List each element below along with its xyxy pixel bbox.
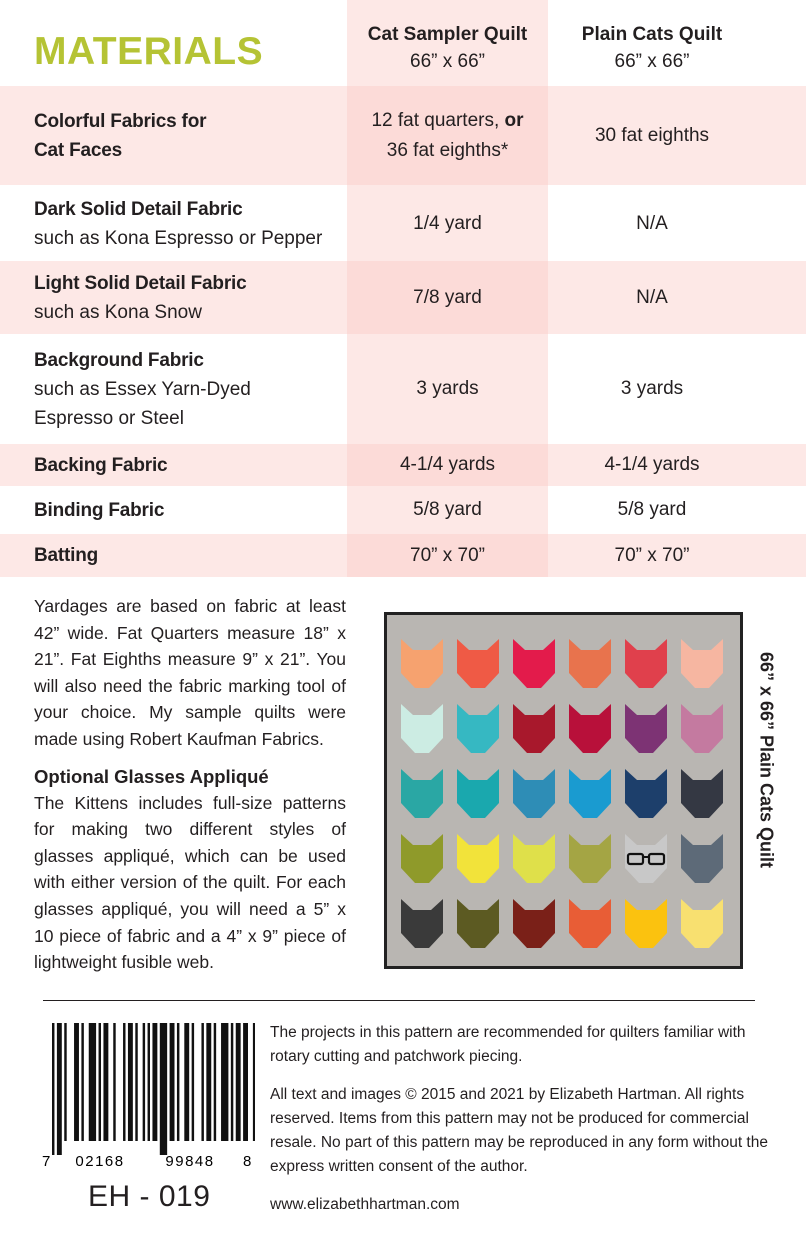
cat-block xyxy=(569,639,611,688)
row-label xyxy=(34,86,344,185)
cat-block xyxy=(681,639,723,688)
barcode-bar xyxy=(152,1023,157,1141)
cat-block xyxy=(569,899,611,948)
barcode-bar xyxy=(123,1023,125,1141)
cat-block xyxy=(625,704,667,753)
barcode-bar xyxy=(52,1023,54,1155)
barcode-bar xyxy=(89,1023,96,1141)
sampler-value xyxy=(347,86,548,185)
optional-glasses-title: Optional Glasses Appliqué xyxy=(34,765,269,787)
table-row xyxy=(0,261,806,334)
barcode-bar xyxy=(184,1023,189,1141)
barcode-digit-end: 8 xyxy=(243,1153,252,1168)
barcode-bar xyxy=(99,1023,101,1141)
barcode-bar xyxy=(64,1023,66,1141)
copyright-text xyxy=(270,1083,770,1179)
row-label-sub: such as Kona Snow xyxy=(34,301,202,323)
table-row xyxy=(0,86,806,185)
sampler-value-text: 5/8 yard xyxy=(413,499,482,520)
row-label xyxy=(34,261,344,334)
row-label-sub: such as Kona Espresso or Pepper xyxy=(34,228,323,249)
sampler-value-text: 3 yards xyxy=(416,378,479,399)
cat-block xyxy=(569,704,611,753)
cat-block xyxy=(401,704,443,753)
cat-block xyxy=(513,704,555,753)
table-row xyxy=(0,444,806,486)
cat-block xyxy=(681,704,723,753)
barcode-bar xyxy=(148,1023,150,1141)
sampler-value-text: 70” x 70” xyxy=(410,544,485,566)
plain-value xyxy=(548,336,756,442)
yardage-note: Yardages are based on fabric at least 42” wide. Fat Quarters measure 18” x 21”. Fat Eighths measure 9” x 21”. You will also need the fabric marking tool of your choice. My sample quilts were made using Robert Kaufman Fabrics. xyxy=(34,596,346,749)
row-label-sub: Espresso or Steel xyxy=(34,407,184,429)
barcode-bar xyxy=(170,1023,175,1141)
materials-title: MATERIALS xyxy=(34,30,264,73)
row-label-bold: Light Solid Detail Fabric xyxy=(34,272,247,294)
cat-block xyxy=(457,834,499,883)
website-text xyxy=(270,1193,770,1217)
row-label xyxy=(34,444,344,486)
barcode-bar xyxy=(231,1023,233,1141)
plain-value-text: 70” x 70” xyxy=(614,544,690,566)
header-plain xyxy=(548,18,756,78)
row-label-line1: Colorful Fabrics for xyxy=(34,110,207,132)
plain-value-text: 3 yards xyxy=(620,378,684,399)
footer-divider xyxy=(43,1000,755,1001)
sampler-value xyxy=(347,534,548,577)
header-sampler-size: 66” x 66” xyxy=(410,51,485,72)
row-label xyxy=(34,534,344,577)
barcode-bar xyxy=(221,1023,228,1141)
cat-block xyxy=(625,834,667,883)
sampler-value xyxy=(347,261,548,334)
table-row xyxy=(0,187,806,261)
cat-block xyxy=(401,834,443,883)
cat-block xyxy=(457,639,499,688)
barcode-digits-right: 99848 xyxy=(165,1153,215,1168)
barcode-bar xyxy=(103,1023,108,1141)
barcode-bar xyxy=(201,1023,203,1141)
barcode-bar xyxy=(214,1023,216,1141)
row-label-sub: such as Essex Yarn-Dyed xyxy=(34,378,251,400)
barcode-bar xyxy=(81,1023,83,1141)
sampler-value-text: 1/4 yard xyxy=(413,213,482,234)
cat-block xyxy=(569,834,611,883)
barcode-bar xyxy=(177,1023,179,1141)
cat-block xyxy=(513,834,555,883)
table-row xyxy=(0,488,806,532)
table-header xyxy=(0,18,806,78)
sampler-value xyxy=(347,336,548,442)
header-sampler-name: Cat Sampler Quilt xyxy=(367,24,528,45)
sampler-value-part1: 12 fat quarters, xyxy=(371,109,505,131)
cat-block xyxy=(401,769,443,818)
table-row xyxy=(0,534,806,577)
quilt-caption xyxy=(748,640,784,880)
recommendation-paragraph: The projects in this pattern are recommended for quilters familiar with rotary cutting and patchwork piecing. xyxy=(270,1024,746,1065)
barcode-bar xyxy=(236,1023,241,1141)
sampler-value-text: 7/8 yard xyxy=(413,286,482,308)
row-label-bold: Dark Solid Detail Fabric xyxy=(34,199,243,220)
row-label-line2: Cat Faces xyxy=(34,139,122,161)
sku-code: EH - 019 xyxy=(88,1180,211,1213)
plain-value-text: 5/8 yard xyxy=(617,499,687,520)
cat-block xyxy=(513,639,555,688)
barcode-bar xyxy=(113,1023,115,1141)
sampler-value xyxy=(347,187,548,261)
plain-value xyxy=(548,261,756,334)
cat-block xyxy=(625,769,667,818)
notes-section xyxy=(34,593,346,976)
plain-value-text: 30 fat eighths xyxy=(594,124,710,146)
sampler-value xyxy=(347,444,548,486)
barcode-bar xyxy=(192,1023,194,1141)
cat-block xyxy=(625,899,667,948)
plain-value-text: N/A xyxy=(636,286,668,308)
barcode-bar xyxy=(143,1023,145,1141)
barcode-bar xyxy=(243,1023,248,1141)
barcode xyxy=(40,1023,255,1168)
row-label-bold: Background Fabric xyxy=(34,349,204,371)
cat-block xyxy=(401,639,443,688)
barcode-bar xyxy=(57,1023,62,1155)
barcode-digit-start: 7 xyxy=(42,1153,51,1168)
sampler-value-text: 4-1/4 yards xyxy=(399,454,496,475)
plain-value xyxy=(548,488,756,532)
cat-block xyxy=(401,899,443,948)
barcode-bar xyxy=(206,1023,211,1141)
row-label-bold: Backing Fabric xyxy=(34,454,168,476)
quilt-photo xyxy=(384,612,743,969)
cat-block xyxy=(569,769,611,818)
cat-block xyxy=(457,704,499,753)
barcode-bar xyxy=(160,1023,167,1155)
barcode-bar xyxy=(135,1023,137,1141)
quilt-caption-text: 66” x 66” Plain Cats Quilt xyxy=(756,651,777,869)
quilt-surface xyxy=(387,615,740,966)
cat-block xyxy=(681,899,723,948)
row-label xyxy=(34,488,344,532)
cat-block xyxy=(457,899,499,948)
plain-value-text: 4-1/4 yards xyxy=(604,454,700,475)
header-plain-size: 66” x 66” xyxy=(614,51,690,72)
cat-block xyxy=(513,899,555,948)
plain-value xyxy=(548,86,756,185)
sampler-value xyxy=(347,488,548,532)
barcode-bar xyxy=(128,1023,133,1141)
barcode-bar xyxy=(253,1023,255,1141)
cat-block xyxy=(681,769,723,818)
row-label xyxy=(34,187,344,261)
sampler-value-part2: 36 fat eighths* xyxy=(386,139,509,161)
plain-value xyxy=(548,534,756,577)
optional-glasses-text: The Kittens includes full-size patterns for making two different styles of glasses appliqué, which can be used with either version of the quilt. For each glasses appliqué, you will need a 5” x 10 piece of fabric and a 4” x 9” piece of lightweight fusible web. xyxy=(34,792,346,973)
header-sampler xyxy=(347,18,548,78)
website-link: www.elizabethhartman.com xyxy=(270,1196,460,1213)
cat-block xyxy=(513,769,555,818)
header-plain-name: Plain Cats Quilt xyxy=(581,24,723,45)
cat-block xyxy=(681,834,723,883)
table-row xyxy=(0,336,806,442)
plain-value xyxy=(548,187,756,261)
barcode-bar xyxy=(74,1023,79,1141)
sampler-value-or: or xyxy=(504,109,524,131)
row-label-bold: Batting xyxy=(34,545,99,566)
cat-block xyxy=(625,639,667,688)
row-label-bold: Binding Fabric xyxy=(34,499,165,521)
recommendation-text xyxy=(270,1021,770,1069)
cat-block xyxy=(457,769,499,818)
copyright-paragraph: All text and images © 2015 and 2021 by Elizabeth Hartman. All rights reserved. Items from this pattern may not be produced for commercial resale. No part of this pattern may be reproduced in any form without the express written consent of the author. xyxy=(270,1086,768,1175)
row-label xyxy=(34,336,344,442)
plain-value-text: N/A xyxy=(636,213,668,234)
plain-value xyxy=(548,444,756,486)
barcode-digits-left: 02168 xyxy=(75,1153,125,1168)
